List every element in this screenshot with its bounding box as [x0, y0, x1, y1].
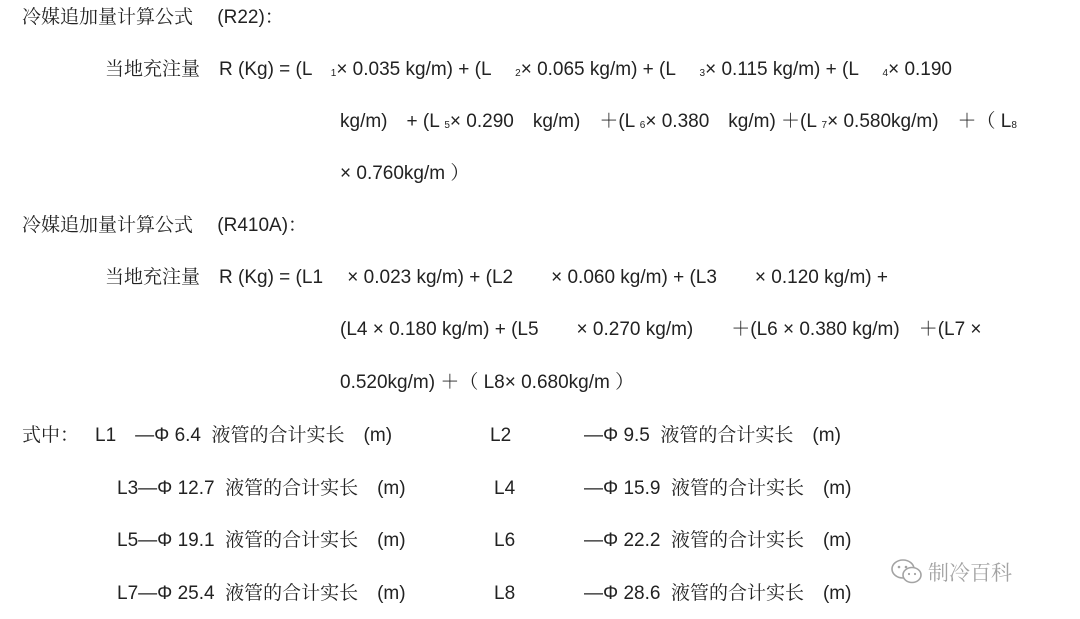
r22-l2-b: × 0.290 kg/m) ＋(L — [449, 111, 640, 132]
r22-sub-6: 6 — [639, 120, 646, 131]
wechat-icon — [890, 558, 924, 586]
legend-row-2-right: —Φ 15.9 液管的合计实长 (m) — [584, 478, 852, 499]
legend-row-3-left: L5—Φ 19.1 液管的合计实长 (m) — [117, 530, 406, 551]
r22-l1-e: × 0.190 — [888, 59, 952, 80]
r22-l1-a: 当地充注量 R (Kg) = (L — [105, 59, 331, 80]
r22-l1-d: × 0.115 kg/m) + (L — [705, 59, 883, 80]
r22-title: 冷媒追加量计算公式 (R22)： — [22, 7, 284, 28]
r22-l1-b: × 0.035 kg/m) + (L — [336, 59, 516, 80]
legend-row-1-right: —Φ 9.5 液管的合计实长 (m) — [584, 425, 841, 446]
r22-sub-8: 8 — [1011, 120, 1017, 131]
r22-formula-line-2 — [340, 110, 1017, 137]
legend-row-3-right: —Φ 22.2 液管的合计实长 (m) — [584, 530, 852, 551]
legend-row-1-mid: L2 — [490, 425, 512, 446]
r22-l2-d: × 0.580kg/m) ＋（ L — [827, 111, 1012, 132]
r22-sub-5: 5 — [444, 120, 450, 131]
r22-sub-2: 2 — [515, 68, 521, 79]
legend-row-4-left: L7—Φ 25.4 液管的合计实长 (m) — [117, 583, 406, 604]
legend-row-1-left: L1 —Φ 6.4 液管的合计实长 (m) — [95, 425, 393, 446]
legend-row-2-mid: L4 — [494, 478, 516, 499]
watermark — [890, 557, 1012, 587]
r410a-formula-line-1: 当地充注量 R (Kg) = (L1 × 0.023 kg/m) + (L2 × 0.060 kg/m) + (L3 × 0.120 kg/m) + — [105, 267, 888, 288]
r22-sub-7: 7 — [821, 120, 828, 131]
r22-sub-3: 3 — [699, 68, 706, 79]
r22-sub-4: 4 — [882, 68, 889, 79]
legend-prefix: 式中： — [22, 425, 80, 446]
r22-formula-line-3: × 0.760kg/m ） — [340, 163, 470, 184]
r410a-formula-line-2: (L4 × 0.180 kg/m) + (L5 × 0.270 kg/m) ＋(L6 × 0.380 kg/m) ＋(L7 × — [340, 319, 982, 340]
r410a-formula-line-3: 0.520kg/m) ＋（ L8× 0.680kg/m ） — [340, 372, 635, 393]
r22-l2-c: × 0.380 kg/m) ＋(L — [645, 111, 822, 132]
legend-row-2-left: L3—Φ 12.7 液管的合计实长 (m) — [117, 478, 406, 499]
r22-l2-a: kg/m) + (L — [340, 111, 445, 132]
r410a-title: 冷媒追加量计算公式 (R410A)： — [22, 215, 308, 236]
legend-row-4-mid: L8 — [494, 583, 516, 604]
r22-formula-line-1 — [105, 58, 952, 85]
r22-sub-1: 1 — [330, 68, 337, 79]
legend-row-4-right: —Φ 28.6 液管的合计实长 (m) — [584, 583, 852, 604]
legend-row-3-mid: L6 — [494, 530, 516, 551]
r22-l1-c: × 0.065 kg/m) + (L — [520, 59, 700, 80]
watermark-text: 制冷百科 — [928, 562, 1012, 585]
